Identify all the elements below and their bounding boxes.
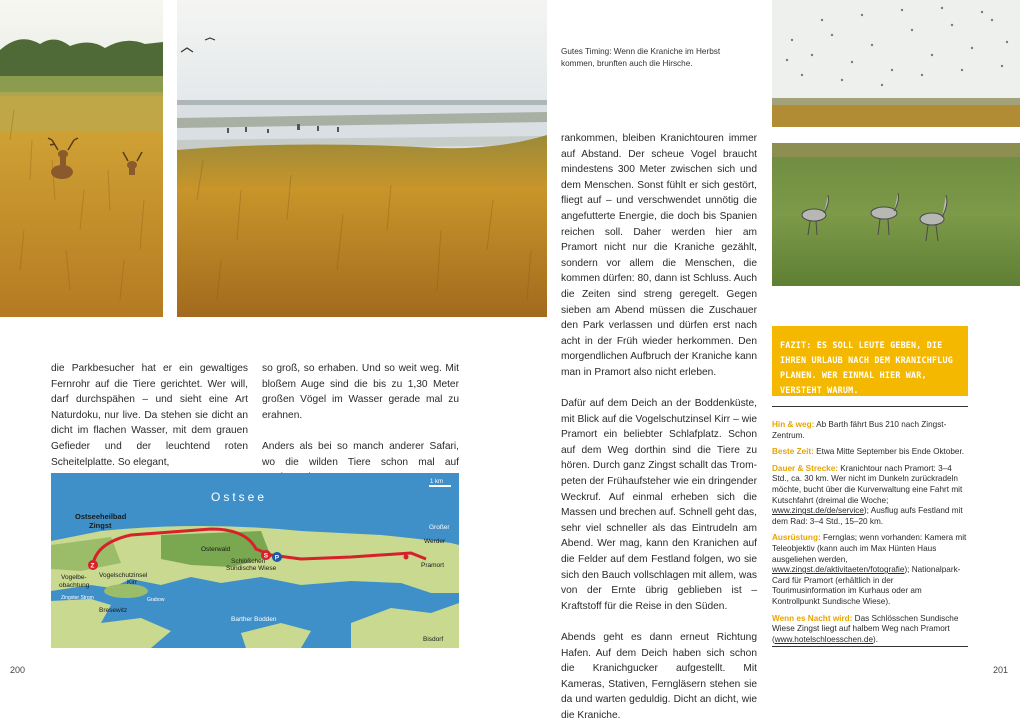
info-equipment-after: ); Nationalpark-Card für Pramort (erhältlich in der Tourimusinformation im Kurhaus oder am Kontrollpunkt Sundische Wiese). (772, 565, 961, 606)
map-label-grosser: Großer (429, 524, 450, 531)
left-column-2-paragraph-2: Anders als bei so manch anderer Safari, wo die wilden Tiere schon mal auf (262, 440, 459, 468)
map-label-bresewitz: Bresewitz (99, 607, 128, 614)
map-label-schloesschen: Schlößchen (231, 558, 266, 565)
info-duration (772, 464, 968, 528)
info-duration-link[interactable]: www.zingst.de/de/service (772, 506, 864, 516)
photo-lagoon-grassland (177, 0, 547, 317)
right-column-paragraph-2: Dafür auf dem Deich an der Boddenküste, mit Blick auf die Vogelschutzinsel Kirr – wie Pramort ein beliebter Schlafplatz. Schon auf dem Weg dorthin sind die Tiere zu hören. Durch ganz Zingst schallt das Trompeten der Frühaufsteher wie ein dringender Weckruf. Auf einmal erheben sich die Massen und brechen auf. Schnell geht das, sehr viel schneller als das Eintrudeln am Abend. Wer mag, kann den Kranichen auf die Felder auf dem Festland folgen, wo sie sich den Bauch vollschlagen mit allem, was von der Ernte übrig geblieben ist – Kraftstoff für die Reise in den Süden. (561, 398, 757, 612)
map-label-pramort: Pramort (421, 562, 445, 569)
left-column-1-text: die Parkbesucher hat er ein gewaltiges Fernrohr auf die Tiere gerichtet. Wer will, darf durchspähen – und sieht eine Art Naturdoku, nur live. Da stehen sie dicht an dicht im flachen Wasser, mit dem grauen Gefieder und der leuchtend roten Scheitelplatte. So elegant, (51, 363, 248, 468)
photo-cranes-in-field (772, 143, 1020, 286)
page-number-right: 201 (993, 665, 1009, 675)
fazit-box (772, 326, 968, 396)
fazit-text: FAZIT: ES SOLL LEUTE GEBEN, DIE IHREN URLAUB NACH DEM KRANICHFLUG PLANEN. WER EINMAL HIER WAR, VERSTEHT WARUM. (780, 340, 953, 395)
info-equipment-link[interactable]: www.zingst.de/aktivitaeten/fotografie (772, 565, 905, 575)
photo-deer-in-grass (0, 0, 163, 317)
map-label-osterwald: Osterwald (201, 546, 231, 553)
left-column-1 (51, 361, 248, 470)
photo-caption: Gutes Timing: Wenn die Kraniche im Herbst kommen, brunften auch die Hirsche. (561, 47, 721, 68)
route-map (51, 473, 459, 648)
map-marker-s: S (263, 552, 269, 560)
map-scale-label: 1 km (430, 479, 444, 485)
right-column (561, 131, 757, 724)
map-label-kirr: Kirr (127, 579, 138, 586)
map-sea-label: Ostsee (211, 490, 268, 504)
map-label-sundische-wiese: Sundische Wiese (226, 565, 277, 572)
right-column-paragraph-1: rankommen, bleiben Kranichtouren immer auf Abstand. Der scheue Vogel braucht mindestens 300 Meter zwischen sich und dem Menschen. Sonst fühlt er sich gestört, fliegt auf – und verschwendet unnötig die angefutterte Energie, die doch bis Spanien reichen soll. Daher werden hier am Pramort nicht nur die Kraniche gezählt, sondern vor allem die Menschen, die kommen dürfen: 80, dann ist Schluss. Auch die Zeiten sind streng geregelt. Gegen sieben am Abend müssen die Zuschauer den Park verlassen und dürfen erst nach acht in der Früh wieder herkommen. Den morgendlichen Aufbruch der Kraniche kann man in Pramort also nicht erleben. (561, 133, 757, 378)
info-night-after: ). (873, 634, 879, 644)
info-duration-text: Kranichtour nach Pramort: 3–4 Std., ca. 30 km. Wer nicht im Dunkeln zurückradeln möchte, bucht über die Kurverwaltung eine Fahrt mit Kutschfahrt (dreimal die Woche; (772, 463, 963, 505)
info-night (772, 614, 968, 646)
map-label-zingst: Zingst (89, 521, 112, 530)
info-equipment-label: Ausrüstung: (772, 533, 821, 543)
map-label-barther-bodden: Barther Bodden (231, 616, 277, 623)
info-getting-there (772, 420, 968, 441)
info-duration-after: ); Ausflug aufs Festland mit dem Rad: 3–4 Std., 15–20 km. (772, 506, 963, 526)
left-column-2 (262, 361, 459, 486)
info-top-rule (772, 406, 968, 407)
info-bottom-rule (772, 646, 968, 647)
info-night-link[interactable]: www.hotelschloesschen.de (774, 634, 874, 644)
info-night-label: Wenn es Nacht wird: (772, 613, 853, 623)
map-label-zingster-strom: Zingster Strom (61, 595, 94, 601)
map-label-werder: Werder (424, 538, 446, 545)
map-label-vogelschutzinsel: Vogelschutzinsel (99, 572, 148, 579)
info-best-time (772, 447, 968, 458)
right-column-paragraph-3: Abends geht es dann erneut Richtung Hafen. Auf dem Deich haben sich schon die Kranichgucker aufgestellt. Mit Kameras, Stativen, Ferngläsern stehen sie da und warten geduldig. Dicht an dicht, wie die Kraniche. (561, 632, 757, 721)
info-equipment-text: Fernglas; wenn vorhanden: Kamera mit Teleobjektiv (kann auch im Max Hünten Haus ausgeliehen werden, (772, 533, 967, 564)
map-label-vogelbeobachtung-2: obachtung (59, 582, 90, 589)
info-getting-there-text: Ab Barth fährt Bus 210 nach Zingst-Zentrum. (772, 420, 947, 440)
info-getting-there-label: Hin & weg: (772, 420, 815, 429)
photo-crane-flock (772, 0, 1020, 127)
left-column-2-paragraph-1: so groß, so erhaben. Und so weit weg. Mit bloßem Auge sind die bis zu 1,30 Meter großen Vögel im Wasser gerade mal zu erahnen. (262, 363, 459, 421)
map-label-vogelbeobachtung-1: Vogelbe- (61, 574, 87, 581)
info-night-text: Das Schlösschen Sundische Wiese Zingst liegt auf halbem Weg nach Pramort ( (772, 613, 959, 644)
page-number-left: 200 (10, 665, 26, 675)
map-label-ostseeheilbad: Ostseeheilbad (75, 512, 127, 521)
info-duration-label: Dauer & Strecke: (772, 463, 838, 473)
info-best-time-label: Beste Zeit: (772, 447, 814, 457)
map-marker-p: P (274, 554, 280, 562)
map-label-grabow: Grabow (147, 597, 165, 603)
info-best-time-text: Etwa Mitte September bis Ende Oktober. (813, 447, 965, 457)
map-label-bisdorf: Bisdorf (423, 636, 444, 643)
info-equipment (772, 533, 968, 607)
info-box (772, 420, 968, 651)
map-marker-z: Z (90, 562, 95, 570)
